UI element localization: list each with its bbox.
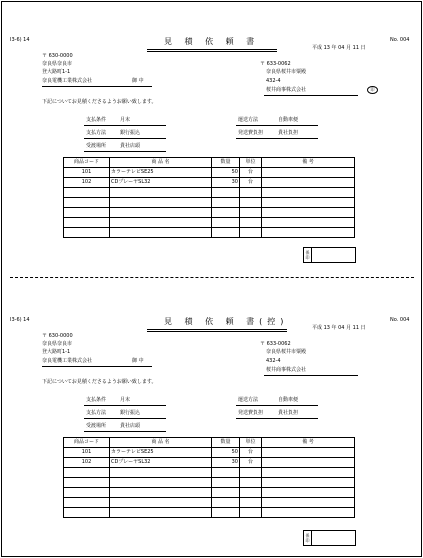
cell-code: [64, 488, 110, 498]
sender-company: 桜井商事株式会社: [266, 87, 307, 93]
cell-code: 102: [64, 178, 110, 188]
cell-remarks: [262, 488, 355, 498]
cell-name: CDプレーヤSL32: [110, 458, 212, 468]
cell-code: [64, 508, 110, 518]
field-underline: [84, 405, 166, 406]
cell-unit: 台: [240, 168, 262, 178]
cell-remarks: [262, 198, 355, 208]
header-product-name: 商 品 名: [110, 438, 212, 448]
request-message: 下記についてお見積くださるようお願い致します。: [42, 379, 157, 385]
cell-code: [64, 478, 110, 488]
cell-code: [64, 228, 110, 238]
items-table: [63, 437, 355, 518]
cell-name: [110, 498, 212, 508]
table-header-row: [64, 438, 355, 448]
document-title: 見 積 依 頼 書(控): [164, 317, 289, 326]
cell-name: CDプレーヤSL32: [110, 178, 212, 188]
title-underline: [147, 51, 277, 52]
cell-remarks: [262, 228, 355, 238]
recipient-address-1: 奈良県奈良市: [42, 341, 73, 347]
form-code: I3-6) 14: [10, 37, 30, 43]
sender-company: 桜井商事株式会社: [266, 367, 307, 373]
approval-stamp-box: [303, 247, 356, 263]
document-title: 見 積 依 頼 書: [164, 37, 260, 46]
header-unit: 単位: [240, 438, 262, 448]
cell-unit: 台: [240, 458, 262, 468]
header-remarks: 備 考: [262, 158, 355, 168]
cell-code: [64, 208, 110, 218]
cell-code: 101: [64, 448, 110, 458]
payment-method-value: 銀行振込: [120, 410, 141, 416]
sender-zip: 〒 633-0062: [260, 341, 291, 347]
form-code: I3-6) 14: [10, 317, 30, 323]
recipient-address-2: 登大路町1-1: [42, 349, 71, 355]
sender-address-1: 奈良県桜井市粟殿: [266, 349, 307, 355]
delivery-place-label: 受渡場所: [86, 143, 107, 149]
shipping-method-label: 運送方法: [238, 117, 259, 123]
shipping-cost-value: 貴社負担: [278, 130, 299, 136]
cell-remarks: [262, 468, 355, 478]
sender-underline: [264, 95, 358, 96]
cell-qty: [212, 208, 240, 218]
cell-qty: [212, 198, 240, 208]
recipient-underline: [42, 86, 152, 87]
cell-unit: [240, 208, 262, 218]
issue-date: 平成 13 年 04 月 11 日: [312, 45, 366, 51]
recipient-company: 奈良電機工業株式会社: [42, 358, 93, 364]
table-row: [64, 208, 355, 218]
cell-code: [64, 498, 110, 508]
recipient-address-1: 奈良県奈良市: [42, 61, 73, 67]
stamp-label: 係印: [304, 248, 312, 262]
field-underline: [236, 125, 318, 126]
shipping-cost-label: 発送費負担: [238, 130, 264, 136]
cell-unit: [240, 468, 262, 478]
payment-method-label: 支払方法: [86, 410, 107, 416]
cell-name: [110, 188, 212, 198]
cell-code: [64, 188, 110, 198]
table-row: [64, 218, 355, 228]
table-row: [64, 458, 355, 468]
cell-name: [110, 218, 212, 228]
title-underline: [147, 331, 287, 332]
cell-unit: 台: [240, 448, 262, 458]
cell-code: [64, 468, 110, 478]
sender-address-2: 432-4: [266, 358, 281, 364]
table-row: [64, 198, 355, 208]
cut-line: [10, 277, 414, 278]
table-row: [64, 188, 355, 198]
cell-unit: [240, 218, 262, 228]
cell-qty: [212, 508, 240, 518]
header-product-code: 商品コード: [64, 438, 110, 448]
cell-unit: [240, 188, 262, 198]
table-row: [64, 178, 355, 188]
cell-qty: 50: [212, 448, 240, 458]
cell-remarks: [262, 498, 355, 508]
recipient-suffix: 御 中: [132, 358, 144, 364]
payment-method-label: 支払方法: [86, 130, 107, 136]
cell-name: [110, 508, 212, 518]
stamp-label: 係印: [304, 531, 312, 545]
title-underline: [147, 49, 277, 50]
items-table: [63, 157, 355, 238]
cell-name: [110, 488, 212, 498]
table-row: [64, 508, 355, 518]
field-underline: [84, 138, 166, 139]
cell-remarks: [262, 458, 355, 468]
approval-stamp-box: [303, 530, 356, 546]
payment-terms-value: 月末: [120, 117, 131, 123]
cell-name: [110, 468, 212, 478]
delivery-place-label: 受渡場所: [86, 423, 107, 429]
header-remarks: 備 考: [262, 438, 355, 448]
cell-remarks: [262, 218, 355, 228]
sender-underline: [264, 375, 358, 376]
cell-remarks: [262, 508, 355, 518]
recipient-zip: 〒 630-0000: [42, 333, 73, 339]
cell-code: [64, 218, 110, 228]
title-underline: [147, 329, 287, 330]
cell-name: [110, 228, 212, 238]
cell-qty: [212, 468, 240, 478]
field-underline: [84, 125, 166, 126]
shipping-cost-label: 発送費負担: [238, 410, 264, 416]
header-quantity: 数量: [212, 438, 240, 448]
cell-name: [110, 208, 212, 218]
delivery-place-value: 貴社店頭: [120, 423, 141, 429]
request-message: 下記についてお見積くださるようお願い致します。: [42, 99, 157, 105]
cell-unit: [240, 478, 262, 488]
delivery-place-value: 貴社店頭: [120, 143, 141, 149]
field-underline: [236, 138, 318, 139]
cell-qty: [212, 188, 240, 198]
table-row: [64, 228, 355, 238]
table-row: [64, 168, 355, 178]
cell-qty: [212, 228, 240, 238]
cell-qty: [212, 478, 240, 488]
quote-request-form: [2, 2, 421, 272]
field-underline: [236, 418, 318, 419]
header-product-code: 商品コード: [64, 158, 110, 168]
cell-unit: [240, 498, 262, 508]
payment-terms-value: 月末: [120, 397, 131, 403]
cell-qty: [212, 488, 240, 498]
table-row: [64, 498, 355, 508]
recipient-company: 奈良電機工業株式会社: [42, 78, 93, 84]
cell-unit: 台: [240, 178, 262, 188]
header-unit: 単位: [240, 158, 262, 168]
cell-remarks: [262, 478, 355, 488]
quote-request-form-copy: [2, 282, 421, 552]
cell-unit: [240, 228, 262, 238]
cell-qty: 50: [212, 168, 240, 178]
cell-code: [64, 198, 110, 208]
cell-qty: 30: [212, 458, 240, 468]
cell-name: [110, 478, 212, 488]
shipping-method-value: 自動車便: [278, 117, 299, 123]
cell-unit: [240, 508, 262, 518]
field-underline: [236, 405, 318, 406]
cell-code: 101: [64, 168, 110, 178]
cell-name: [110, 198, 212, 208]
cell-qty: 30: [212, 178, 240, 188]
field-underline: [84, 418, 166, 419]
cell-name: カラーテレビSE25: [110, 168, 212, 178]
payment-terms-label: 支払条件: [86, 117, 107, 123]
document-page: [1, 1, 422, 557]
table-row: [64, 478, 355, 488]
cell-unit: [240, 488, 262, 498]
header-quantity: 数量: [212, 158, 240, 168]
document-number: No. 004: [390, 317, 410, 323]
cell-remarks: [262, 448, 355, 458]
shipping-cost-value: 貴社負担: [278, 410, 299, 416]
recipient-suffix: 御 中: [132, 78, 144, 84]
header-product-name: 商 品 名: [110, 158, 212, 168]
sender-address-2: 432-4: [266, 78, 281, 84]
company-seal: 印: [367, 86, 378, 94]
recipient-underline: [42, 366, 152, 367]
cell-name: カラーテレビSE25: [110, 448, 212, 458]
table-row: [64, 448, 355, 458]
shipping-method-value: 自動車便: [278, 397, 299, 403]
cell-code: 102: [64, 458, 110, 468]
cell-qty: [212, 498, 240, 508]
document-number: No. 004: [390, 37, 410, 43]
table-header-row: [64, 158, 355, 168]
cell-remarks: [262, 168, 355, 178]
sender-address-1: 奈良県桜井市粟殿: [266, 69, 307, 75]
cell-remarks: [262, 178, 355, 188]
recipient-zip: 〒 630-0000: [42, 53, 73, 59]
shipping-method-label: 運送方法: [238, 397, 259, 403]
cell-unit: [240, 198, 262, 208]
payment-method-value: 銀行振込: [120, 130, 141, 136]
cell-remarks: [262, 188, 355, 198]
payment-terms-label: 支払条件: [86, 397, 107, 403]
sender-zip: 〒 633-0062: [260, 61, 291, 67]
cell-remarks: [262, 208, 355, 218]
field-underline: [84, 151, 166, 152]
recipient-address-2: 登大路町1-1: [42, 69, 71, 75]
table-row: [64, 488, 355, 498]
cell-qty: [212, 218, 240, 228]
table-row: [64, 468, 355, 478]
field-underline: [84, 431, 166, 432]
issue-date: 平成 13 年 04 月 11 日: [312, 325, 366, 331]
